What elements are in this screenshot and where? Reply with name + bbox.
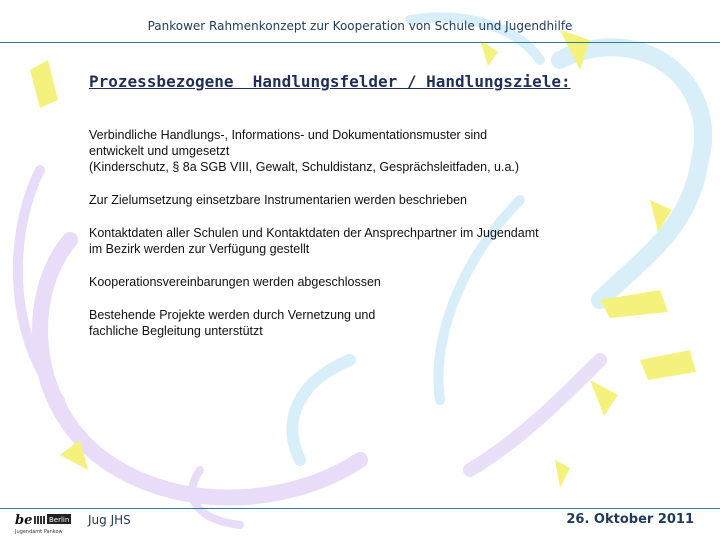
paragraph-line: entwickelt und umgesetzt xyxy=(89,144,230,158)
paragraph-2 xyxy=(89,192,649,208)
content-area xyxy=(89,127,649,356)
page-header-title: Pankower Rahmenkonzept zur Kooperation von Schule und Jugendhilfe xyxy=(147,19,573,33)
paragraph-line: im Bezirk werden zur Verfügung gestellt xyxy=(89,242,310,256)
footer-department: Jug JHS xyxy=(88,513,131,527)
paragraph-line: Kooperationsvereinbarungen werden abgeschlossen xyxy=(89,275,381,289)
page-heading: Prozessbezogene Handlungsfelder / Handlungsziele: xyxy=(89,72,571,91)
paragraph-1 xyxy=(89,127,649,175)
footer-date: 26. Oktober 2011 xyxy=(566,512,694,527)
paragraph-line: (Kinderschutz, § 8a SGB VIII, Gewalt, Schuldistanz, Gesprächsleitfaden, u.a.) xyxy=(89,160,520,174)
paragraph-3 xyxy=(89,225,649,257)
paragraph-line: Kontaktdaten aller Schulen und Kontaktdaten der Ansprechpartner im Jugendamt xyxy=(89,226,539,240)
logo-subtitle: Jugendamt Pankow xyxy=(15,529,63,535)
logo-be-text: be xyxy=(15,513,33,528)
logo-berlin-text: Berlin xyxy=(49,516,70,524)
footer-divider xyxy=(0,508,720,509)
logo-building-icon xyxy=(34,516,45,524)
paragraph-line: fachliche Begleitung unterstützt xyxy=(89,324,263,338)
paragraph-line: Verbindliche Handlungs-, Informations- und Dokumentationsmuster sind xyxy=(89,128,488,142)
header-divider xyxy=(0,42,720,43)
paragraph-5 xyxy=(89,307,649,339)
jugendamt-logo xyxy=(14,511,80,537)
paragraph-line: Bestehende Projekte werden durch Vernetzung und xyxy=(89,308,376,322)
paragraph-4 xyxy=(89,274,649,290)
paragraph-line: Zur Zielumsetzung einsetzbare Instrumentarien werden beschrieben xyxy=(89,193,467,207)
